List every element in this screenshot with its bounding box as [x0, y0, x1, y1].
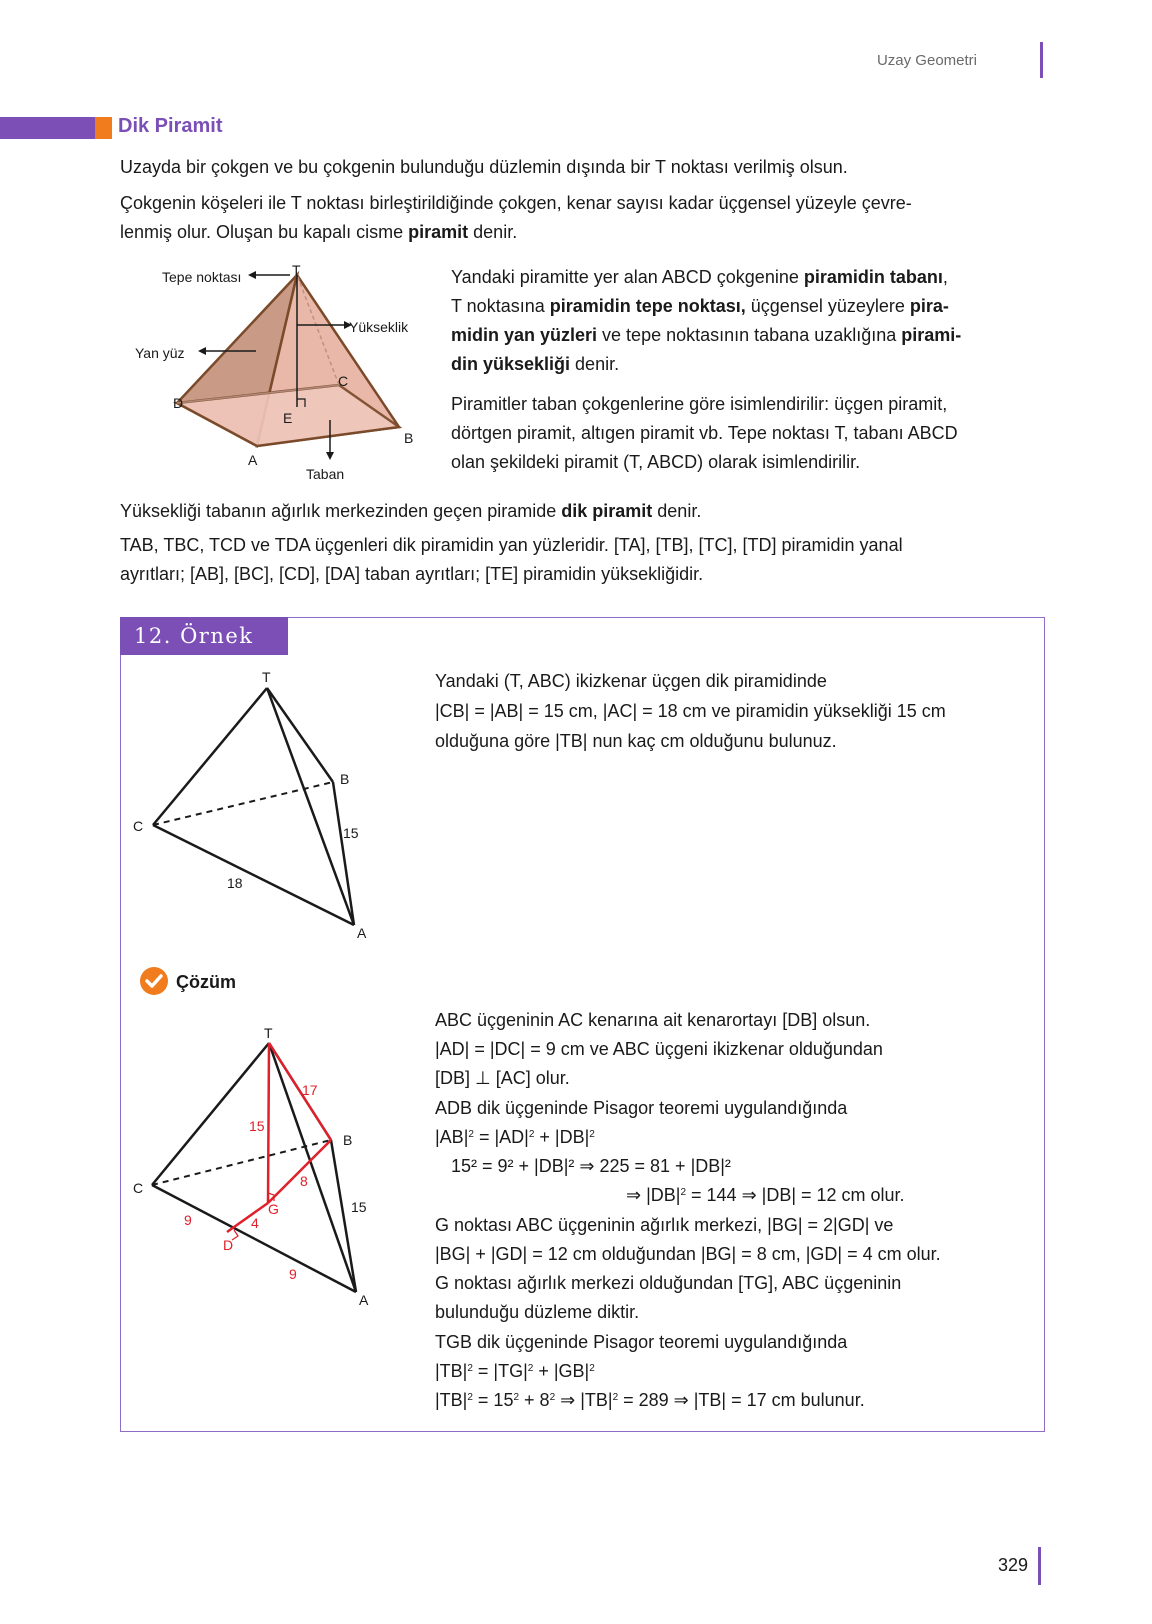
intro-p1: Uzayda bir çokgen ve bu çokgenin bulunduğu düzlemin dışında bir T noktası verilmiş olsun. — [120, 157, 848, 177]
ex-label-C: C — [133, 818, 144, 834]
side-line-7: olan şekildeki piramit (T, ABCD) olarak isimlendirilir. — [451, 452, 861, 472]
chapter-title: Uzay Geometri — [876, 52, 977, 69]
label-D: D — [173, 395, 184, 411]
sol-label-da: 9 — [289, 1266, 297, 1282]
side-line-3: midin yan yüzleri ve tepe noktasının tabana uzaklığına pirami- — [451, 325, 962, 345]
sol-label-cd: 9 — [184, 1212, 192, 1228]
sol-label-tg: 15 — [249, 1118, 265, 1134]
section-bar — [0, 117, 95, 139]
ex-label-B: B — [340, 771, 350, 787]
label-B: B — [404, 430, 414, 446]
question-line-1: Yandaki (T, ABC) ikizkenar üçgen dik piramidinde — [435, 671, 827, 691]
question-line-2: |CB| = |AB| = 15 cm, |AC| = 18 cm ve piramidin yüksekliği 15 cm — [435, 701, 946, 721]
after-line-2: TAB, TBC, TCD ve TDA üçgenleri dik piramidin yan yüzleridir. [TA], [TB], [TC], [TD] piramidin yanal — [120, 535, 903, 555]
solution-line-12: TGB dik üçgeninde Pisagor teoremi uygulandığında — [435, 1332, 848, 1352]
sol-label-G: G — [268, 1201, 279, 1217]
solution-line-13: $|TB|^2 = |TG|^2 + |GB|^2$ — [435, 1361, 595, 1381]
label-yan-yuz: Yan yüz — [135, 345, 185, 361]
page-number-bar — [1038, 1547, 1041, 1585]
sol-label-B: B — [343, 1132, 353, 1148]
solution-line-6: 15² = 9² + |DB|² ⇒ 225 = 81 + |DB|² — [451, 1156, 731, 1176]
ex-label-T: T — [262, 669, 271, 685]
solution-line-14: $|TB|^2 = 15^2 + 8^2$ ⇒ $|TB|^2 = 289$ ⇒ |TB| = 17 cm bulunur. — [435, 1390, 865, 1410]
label-yukseklik: Yükseklik — [349, 319, 409, 335]
sol-label-gd: 4 — [251, 1215, 259, 1231]
solution-label: Çözüm — [176, 972, 236, 992]
question-line-3: olduğuna göre |TB| nun kaç cm olduğunu bulunuz. — [435, 731, 837, 751]
solution-line-5: $|AB|^2 = |AD|^2 + |DB|^2$ — [435, 1127, 595, 1147]
sol-label-A: A — [359, 1292, 369, 1308]
sol-label-gb: 8 — [300, 1173, 308, 1189]
ex-label-A: A — [357, 925, 367, 941]
example-tab: 12. Örnek — [120, 617, 288, 655]
sol-label-C: C — [133, 1180, 144, 1196]
solution-line-1: ABC üçgeninin AC kenarına ait kenarortayı [DB] olsun. — [435, 1010, 871, 1030]
label-taban: Taban — [306, 466, 345, 482]
section-bar-accent — [95, 117, 112, 139]
solution-figure — [130, 1025, 390, 1315]
sol-label-D: D — [223, 1237, 234, 1253]
solution-line-4: ADB dik üçgeninde Pisagor teoremi uygulandığında — [435, 1098, 848, 1118]
solution-line-9: |BG| + |GD| = 12 cm olduğundan |BG| = 8 cm, |GD| = 4 cm olur. — [435, 1244, 941, 1264]
section-title: Dik Piramit — [118, 115, 223, 137]
sol-label-tb: 17 — [302, 1082, 318, 1098]
side-line-6: dörtgen piramit, altıgen piramit vb. Tepe noktası T, tabanı ABCD — [451, 423, 958, 443]
ex-label-ab: 15 — [343, 825, 359, 841]
intro-p2-line1: Çokgenin köşeleri ile T noktası birleştirildiğinde çokgen, kenar sayısı kadar üçgensel yüzeyle çevre- — [120, 193, 912, 213]
solution-line-11: bulunduğu düzleme diktir. — [435, 1302, 640, 1322]
side-line-5: Piramitler taban çokgenlerine göre isimlendirilir: üçgen piramit, — [451, 394, 948, 414]
solution-line-8: G noktası ABC üçgeninin ağırlık merkezi, |BG| = 2|GD| ve — [435, 1215, 894, 1235]
label-E: E — [283, 410, 293, 426]
solution-line-2: |AD| = |DC| = 9 cm ve ABC üçgeni ikizkenar olduğundan — [435, 1039, 883, 1059]
ex-label-ac: 18 — [227, 875, 243, 891]
after-line-1: Yüksekliği tabanın ağırlık merkezinden geçen piramide dik piramit denir. — [120, 501, 702, 521]
side-line-2: T noktasına piramidin tepe noktası, üçgensel yüzeylere pira- — [451, 296, 949, 316]
pyramid-figure — [120, 255, 440, 485]
example-figure — [130, 670, 390, 940]
side-line-4: din yüksekliği denir. — [451, 354, 620, 374]
solution-line-3: [DB] ⊥ [AC] olur. — [435, 1068, 570, 1088]
label-tepe-noktasi: Tepe noktası — [162, 269, 242, 285]
label-T: T — [292, 262, 301, 278]
side-line-1: Yandaki piramitte yer alan ABCD çokgenine piramidin tabanı, — [451, 267, 948, 287]
after-line-3: ayrıtları; [AB], [BC], [CD], [DA] taban ayrıtları; [TE] piramidin yüksekliğidir. — [120, 564, 704, 584]
label-C: C — [338, 373, 349, 389]
sol-label-T: T — [264, 1025, 273, 1041]
solution-line-7: ⇒ $|DB|^2 = 144$ ⇒ |DB| = 12 cm olur. — [626, 1185, 905, 1205]
header-bar — [1040, 42, 1043, 78]
check-icon — [139, 966, 169, 996]
intro-p2-line2: lenmiş olur. Oluşan bu kapalı cisme piramit denir. — [120, 222, 518, 242]
sol-label-ab: 15 — [351, 1199, 367, 1215]
page-number: 329 — [998, 1555, 1029, 1575]
solution-line-10: G noktası ağırlık merkezi olduğundan [TG], ABC üçgeninin — [435, 1273, 902, 1293]
label-A: A — [248, 452, 258, 468]
